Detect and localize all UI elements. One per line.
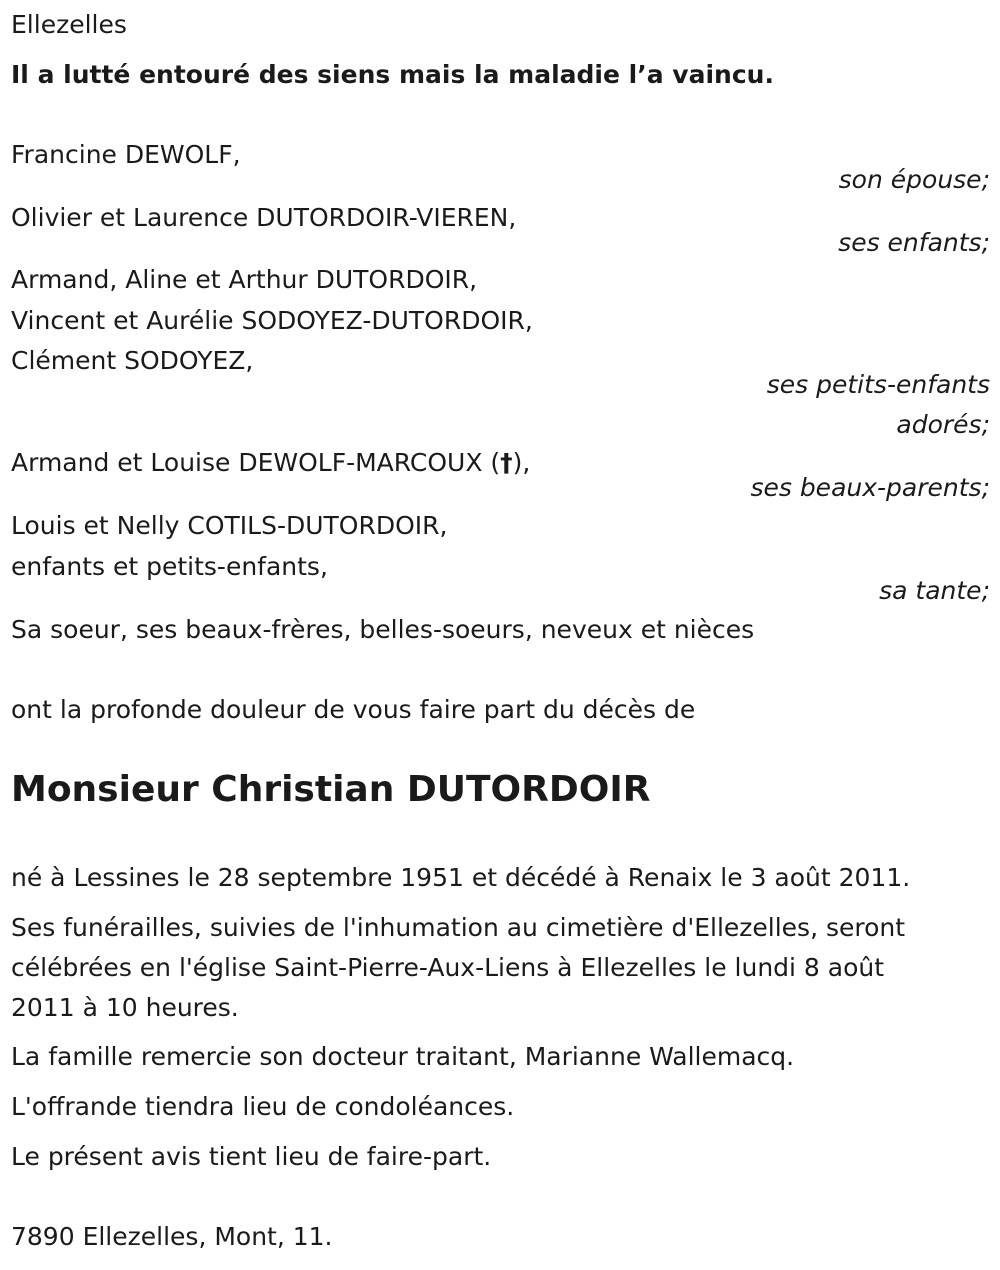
inlaws-name: Armand et Louise DEWOLF-MARCOUX (†),	[11, 448, 531, 477]
children-name: Olivier et Laurence DUTORDOIR-VIEREN,	[11, 203, 517, 232]
offering-line: L'offrande tiendra lieu de condoléances.	[11, 1092, 515, 1121]
address-line: 7890 Ellezelles, Mont, 11.	[11, 1222, 333, 1251]
notice-line: Le présent avis tient lieu de faire-part.	[11, 1142, 492, 1171]
announcement: ont la profonde douleur de vous faire part du décès de	[11, 695, 696, 724]
aunt-name-line-2: enfants et petits-enfants,	[11, 552, 328, 581]
tagline: Il a lutté entouré des siens mais la maladie l’a vaincu.	[11, 60, 774, 89]
grandchildren-relation-2: adorés;	[896, 410, 990, 439]
grandchildren-line-3: Clément SODOYEZ,	[11, 346, 254, 375]
spouse-name: Francine DEWOLF,	[11, 140, 241, 169]
aunt-name-line-1: Louis et Nelly COTILS-DUTORDOIR,	[11, 511, 448, 540]
cross-icon: †	[500, 448, 513, 477]
thanks-line: La famille remercie son docteur traitant, Marianne Wallemacq.	[11, 1042, 795, 1071]
grandchildren-relation-1: ses petits-enfants	[766, 370, 990, 399]
birth-death-line: né à Lessines le 28 septembre 1951 et décédé à Renaix le 3 août 2011.	[11, 863, 911, 892]
aunt-relation: sa tante;	[879, 576, 990, 605]
spouse-relation: son épouse;	[838, 165, 990, 194]
children-relation: ses enfants;	[838, 228, 990, 257]
siblings-line: Sa soeur, ses beaux-frères, belles-soeurs, neveux et nièces	[11, 615, 755, 644]
location-line: Ellezelles	[11, 10, 127, 39]
grandchildren-line-1: Armand, Aline et Arthur DUTORDOIR,	[11, 265, 478, 294]
grandchildren-line-2: Vincent et Aurélie SODOYEZ-DUTORDOIR,	[11, 306, 533, 335]
inlaws-relation: ses beaux-parents;	[750, 473, 990, 502]
funeral-line-1: Ses funérailles, suivies de l'inhumation au cimetière d'Ellezelles, seront	[11, 913, 906, 942]
funeral-line-3: 2011 à 10 heures.	[11, 993, 239, 1022]
funeral-line-2: célébrées en l'église Saint-Pierre-Aux-Liens à Ellezelles le lundi 8 août	[11, 953, 885, 982]
deceased-name: Monsieur Christian DUTORDOIR	[11, 769, 651, 810]
